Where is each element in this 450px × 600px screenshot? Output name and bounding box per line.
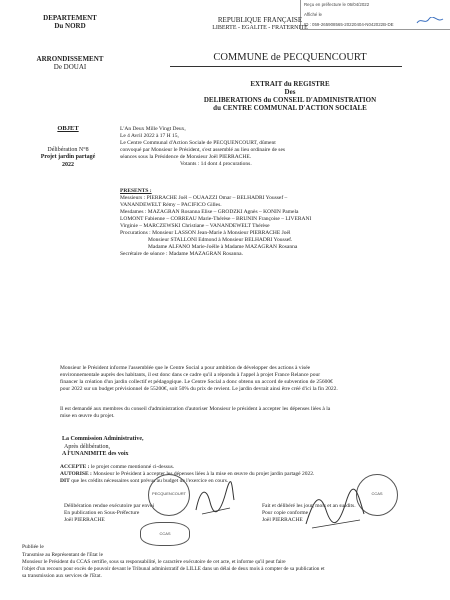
footer-left-line: Délibération rendue exécutoire par envoi (64, 503, 155, 509)
register-des: Des (284, 88, 296, 96)
notice-line: Transmise au Représentant de l'Etat le (22, 552, 103, 558)
register-title-block (140, 80, 440, 112)
legal-notice (22, 552, 442, 580)
signature-left-icon (192, 480, 238, 520)
intro-votants: Votants : 14 dont 4 procurations. (180, 161, 252, 167)
notice-line: Monsieur le Président du CCAS certifie, sous sa responsabilité, le caractère exécutoire de cet acte, et informe qu'il peut faire (22, 559, 286, 565)
body-line: Monsieur le Président informe l'assemblée que le Centre Social a pour ambition de développer des actions à visée (60, 365, 311, 371)
accepte-text: le projet comme mentionné ci-dessus. (90, 464, 175, 470)
session-intro (120, 126, 410, 168)
autorise-text: Monsieur le Président à accepter les dépenses liées à la mise en œuvre du projet jardin partagé 2022. (93, 471, 315, 477)
project-title-2: 2022 (62, 161, 74, 168)
intro-line: séances sous la Présidence de Monsieur Joël PIERRACHE. (120, 154, 252, 160)
receipt-line-3: ID : 059-265908565-20220404-N042022B-DE (304, 22, 394, 27)
presents-line: LOMONT Fabienne – CORREAU Marie-Thérèse – BRUNIN Françoise – LIVERANI (120, 216, 312, 222)
presents-line: Madame ALFANO Marie-Joëlle à Madame MAZAGRAN Rosanna (148, 244, 298, 250)
body-line: pour 2022 sur un budget prévisionnel de 55200€, soit 50% du prix de revient. Le jardin devrait ainsi être créé d'ici la fin 2022. (60, 386, 338, 392)
scribble-icon (415, 17, 445, 25)
arrondissement-label: ARRONDISSEMENT (36, 55, 104, 63)
deliberation-number: Délibération N°8 (47, 146, 89, 153)
body-line: Il est demandé aux membres du conseil d'administration d'autoriser Monsieur le président à accepter les dépenses liées à la (60, 406, 331, 412)
footer-right-line: Joël PIERRACHE (262, 517, 303, 523)
presents-line: Secrétaire de séance : Madame MAZAGRAN Rosanna. (120, 251, 243, 257)
accepte-label: ACCEPTE : (60, 464, 90, 470)
project-title-1: Projet jardin partagé (40, 154, 96, 161)
commission-unanimity: A l'UNANIMITE des voix (62, 451, 129, 458)
intro-line: convoqué par Monsieur le Président, s'est assemblé au lieu ordinaire de ses (120, 147, 286, 153)
commune-title: COMMUNE de PECQUENCOURT (213, 52, 367, 63)
body-line: financer la création d'un jardin collectif et pédagogique. Le Centre Social a donc obtenu un accord de subvention de 25600€ (60, 379, 333, 385)
commune-seal-left (148, 474, 190, 516)
presents-line: Messieurs : PIERRACHE Joël – OUAAZZI Omar – BELHADRI Youssef – (120, 195, 288, 201)
receipt-scribble (415, 12, 445, 30)
autorise-label: AUTORISE : (60, 471, 92, 477)
intro-line: L'An Deux Mille Vingt Deux, (120, 126, 186, 132)
department-label: DEPARTEMENT (43, 14, 97, 22)
seal-text: PECQUENCOURT (152, 491, 186, 496)
commission-deliberation: Après délibération, (64, 443, 110, 450)
presents-line: Monsieur STALLONI Edmond à Monsieur BELHADRI Youssef. (148, 237, 293, 243)
presents-line: Virginie – MARCZEWSKI Christiane – VANANDEWELT Thérèse (120, 223, 270, 229)
object-block (28, 125, 108, 169)
arrondissement-block (20, 55, 120, 71)
seal-text: CCAS (159, 531, 171, 536)
ccas-seal-left (140, 522, 190, 546)
department-name: Du NORD (54, 22, 86, 30)
register-deliberations: DELIBERATIONS du CONSEIL D'ADMINISTRATION (203, 96, 377, 104)
notice-line: sa transmission aux services de l'Etat. (22, 573, 102, 579)
register-ccas: du CENTRE COMMUNAL D'ACTION SOCIALE (213, 104, 367, 112)
presents-block (120, 188, 420, 258)
intro-line: Le Centre Communal d'Action Sociale de PECQUENCOURT, dûment (120, 140, 276, 146)
dit-text: que les crédits nécessaires sont prévus au budget de l'exercice en cours. (71, 478, 229, 484)
seal-text: CCAS (371, 491, 383, 496)
signature-right-icon (300, 484, 370, 532)
title-divider (170, 66, 402, 67)
notice-line: l'objet d'un recours pour excès de pouvoir devant le Tribunal administratif de LILLE dans un délai de deux mois à compter de sa publication et (22, 566, 325, 572)
body-paragraph-2 (60, 406, 420, 420)
republic-title: REPUBLIQUE FRANÇAISE (217, 16, 303, 24)
published-label: Publiée le (22, 544, 44, 550)
footer-right-line: Fait et délibéré les jour, mois et an susdits. (262, 503, 356, 509)
arrondissement-name: De DOUAI (53, 63, 87, 71)
dit-label: DIT (60, 478, 70, 484)
body-line: mise en œuvre du projet. (60, 413, 115, 419)
object-label: OBJET (57, 125, 79, 132)
republic-motto: LIBERTE - EGALITE - FRATERNITE (212, 25, 308, 31)
body-line: environnementale auprès des habitants, il est donc dans ce cadre qu'il a répondu à l'appel à projet France Relance pour (60, 372, 321, 378)
presents-line: VANANDEWELT Rémy – PACIFICO Gilles. (120, 202, 222, 208)
presents-line: Procurations : Monsieur LASSON Jean-Marie à Monsieur PIERRACHE Joël (120, 230, 291, 236)
presents-title: PRESENTS : (120, 188, 152, 194)
register-title: EXTRAIT du REGISTRE (250, 80, 330, 88)
footer-right-line: Pour copie conforme (262, 510, 309, 516)
decision-accepte (60, 464, 430, 471)
body-paragraph-1 (60, 365, 420, 393)
presents-line: Mesdames : MAZAGRAN Rosanna Elise – GRODZKI Agnès – KONIN Pamela (120, 209, 299, 215)
republic-block (200, 16, 320, 32)
intro-line: Le 4 Avril 2022 à 17 H 15, (120, 133, 179, 139)
footer-left-line: En publication en Sous-Préfecture (64, 510, 140, 516)
receipt-line-1: Reçu en préfecture le 06/04/2022 (304, 2, 370, 7)
commission-title: La Commission Administrative, (62, 436, 144, 442)
commission-block (62, 436, 262, 459)
footer-left-line: Joël PIERRACHE (64, 517, 105, 523)
department-block (20, 14, 120, 30)
receipt-line-2: Affiché le (304, 12, 322, 17)
